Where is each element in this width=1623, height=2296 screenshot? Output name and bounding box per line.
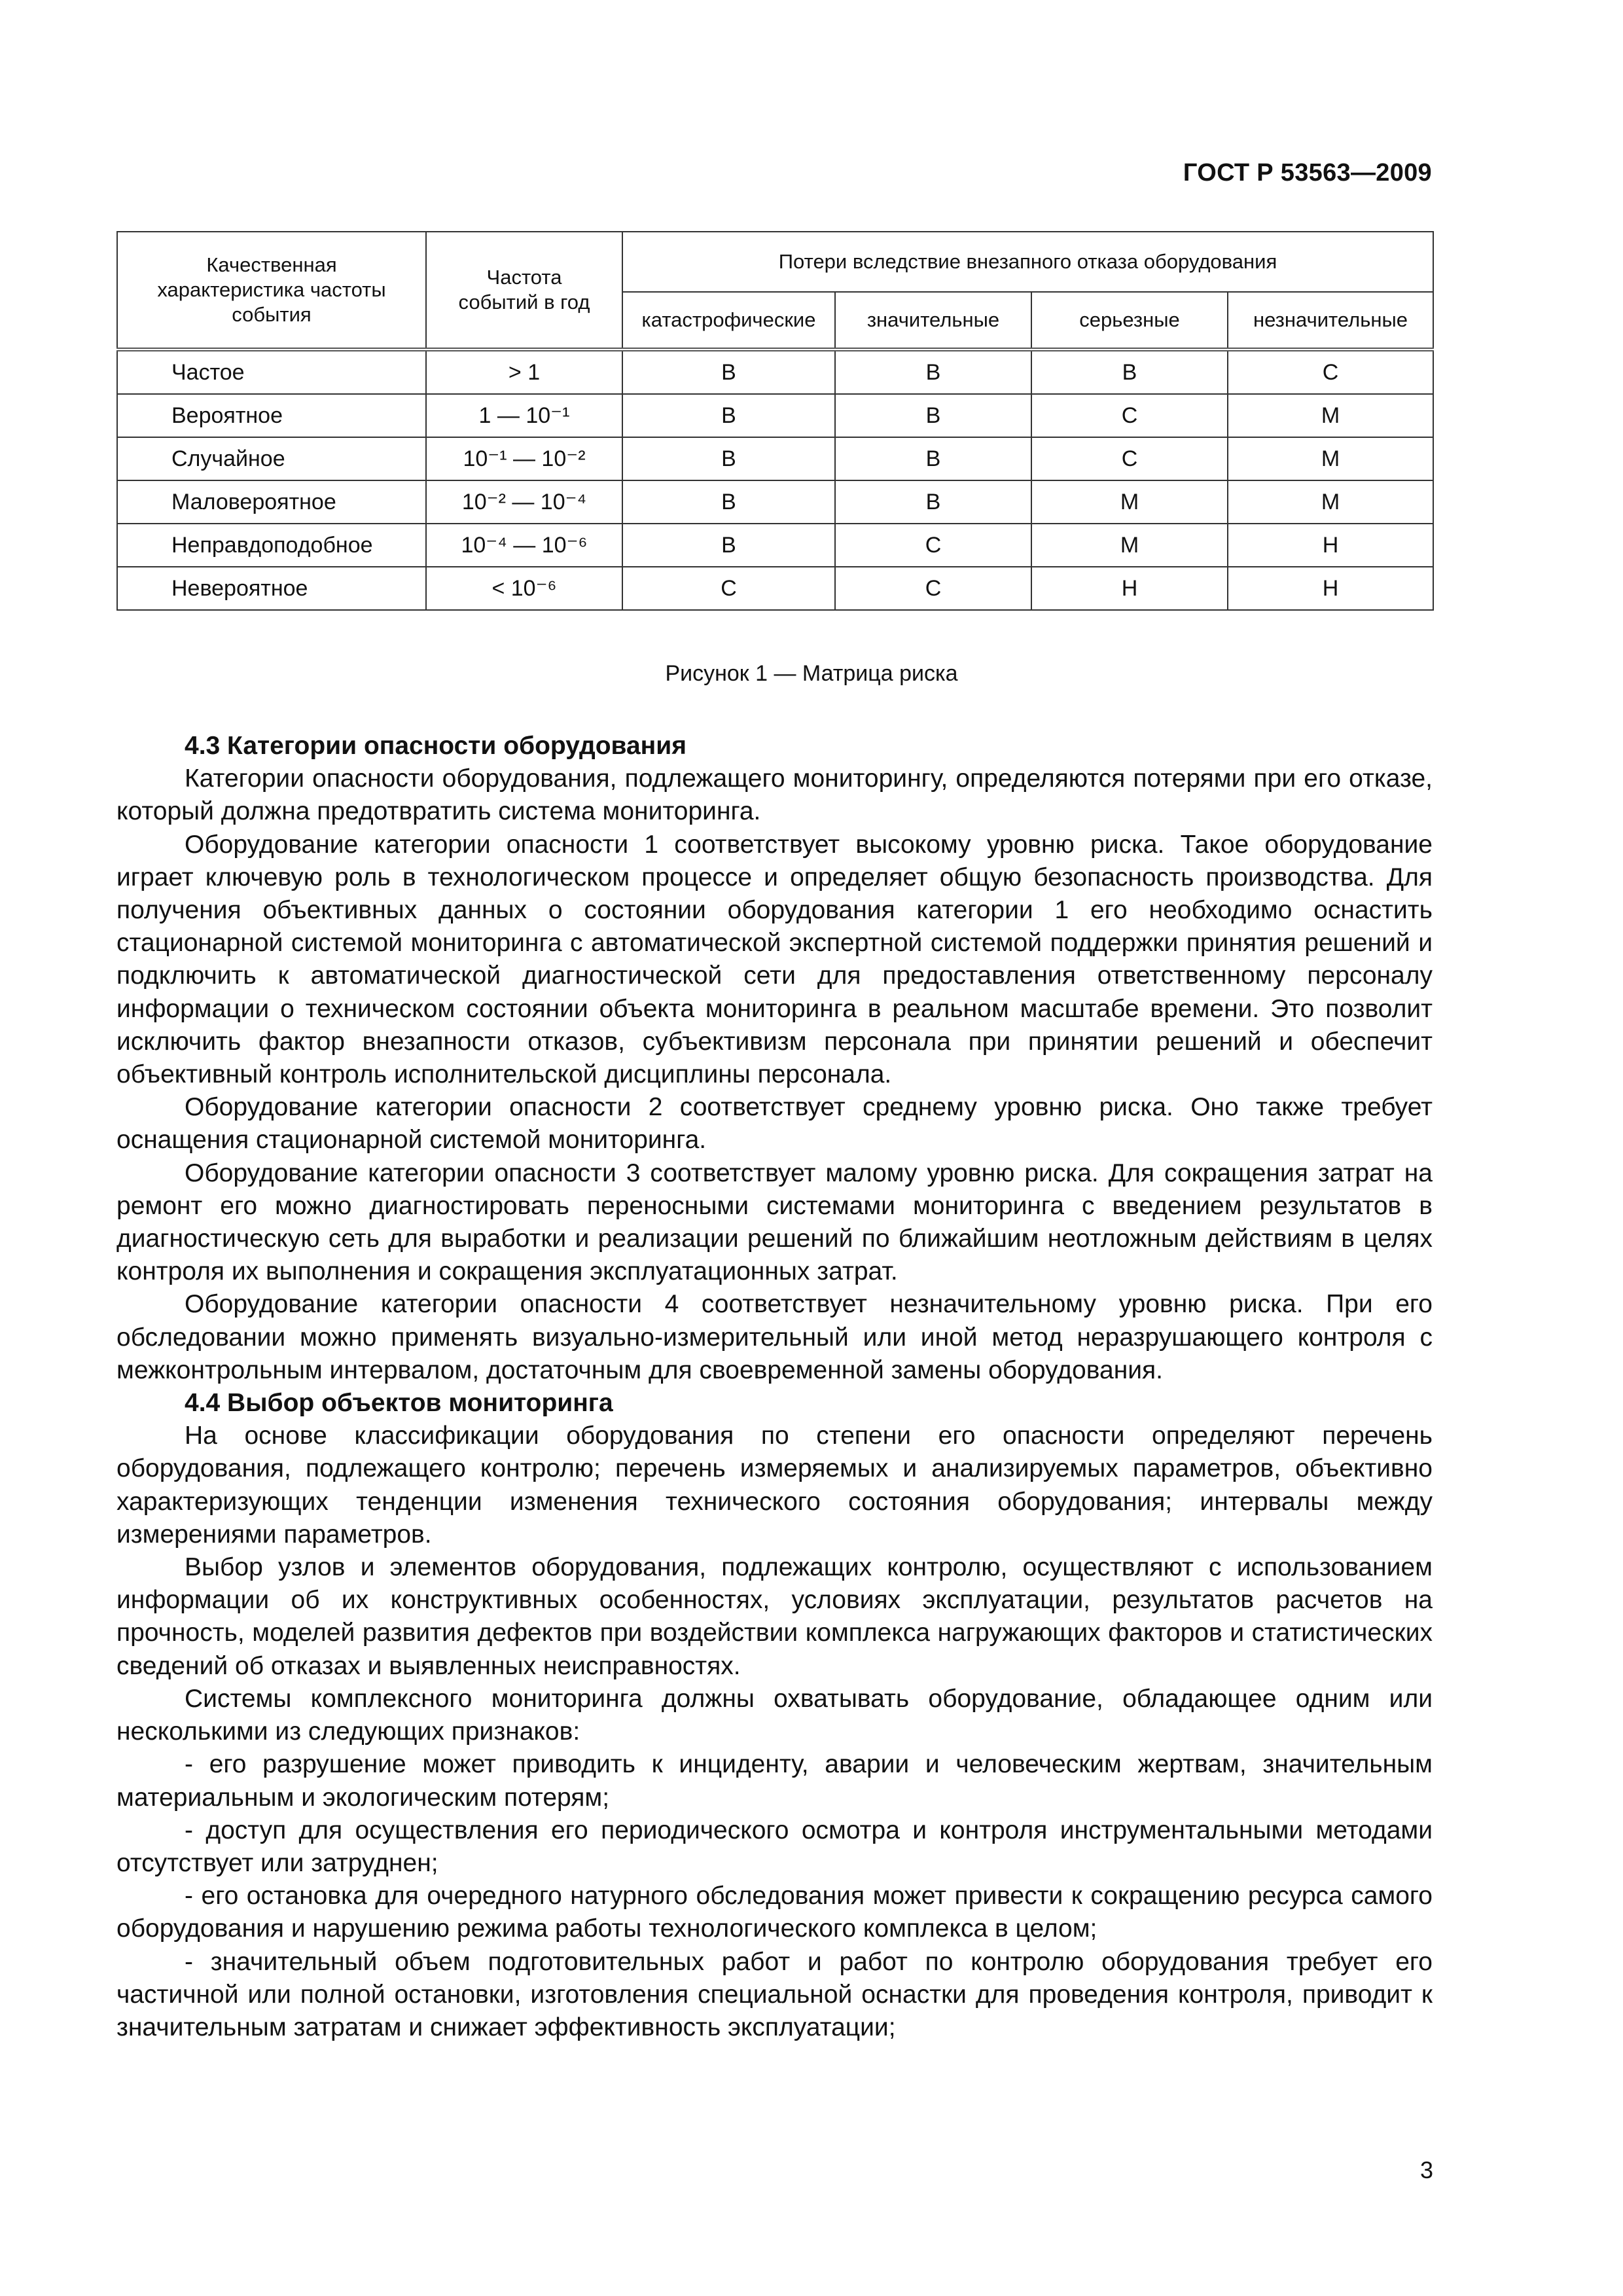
column-header-frequency: Частота событий в год <box>426 232 622 350</box>
table-row <box>117 524 1433 567</box>
row-frequency: 10⁻² — 10⁻⁴ <box>426 480 622 524</box>
paragraph: Оборудование категории опасности 2 соответствует среднему уровню риска. Оно также требует оснащения стационарной системой мониторинга. <box>116 1093 1433 1155</box>
risk-cell: В <box>622 524 835 567</box>
list-item: - доступ для осуществления его периодического осмотра и контроля инструментальными методами отсутствует или затруднен; <box>116 1816 1433 1877</box>
figure-caption: Рисунок 1 — Матрица риска <box>665 661 958 686</box>
column-header-loss: значительные <box>835 292 1031 350</box>
risk-cell: В <box>622 350 835 394</box>
column-header-loss: катастрофические <box>622 292 835 350</box>
risk-cell: М <box>1228 480 1433 524</box>
risk-cell: В <box>622 394 835 437</box>
risk-cell: С <box>835 567 1031 610</box>
row-name: Невероятное <box>117 567 426 610</box>
risk-cell: В <box>622 437 835 480</box>
row-name: Маловероятное <box>117 480 426 524</box>
table-row <box>117 480 1433 524</box>
risk-cell: Н <box>1228 524 1433 567</box>
paragraph: Системы комплексного мониторинга должны охватывать оборудование, обладающее одним или несколькими из следующих признаков: <box>116 1684 1433 1746</box>
risk-cell: Н <box>1031 567 1228 610</box>
row-name: Вероятное <box>117 394 426 437</box>
risk-cell: С <box>835 524 1031 567</box>
risk-cell: В <box>622 480 835 524</box>
risk-cell: М <box>1228 394 1433 437</box>
risk-cell: С <box>1031 394 1228 437</box>
column-header-characteristic: Качественная характеристика частоты события <box>117 232 426 350</box>
risk-cell: В <box>835 350 1031 394</box>
table-row <box>117 394 1433 437</box>
row-name: Неправдоподобное <box>117 524 426 567</box>
paragraph: На основе классификации оборудования по степени его опасности определяют перечень оборудования, подлежащего контролю; перечень измеряемых и анализируемых параметров, объективно характеризующих тенденции изменения технического состояния оборудования; интервалы между измерениями параметров. <box>116 1422 1433 1549</box>
document-body <box>116 730 1433 2044</box>
risk-cell: М <box>1228 437 1433 480</box>
risk-cell: С <box>622 567 835 610</box>
column-group-header-losses: Потери вследствие внезапного отказа оборудования <box>622 232 1433 292</box>
list-item: - его разрушение может приводить к инциденту, аварии и человеческим жертвам, значительным материальным и экологическим потерям; <box>116 1750 1433 1812</box>
risk-cell: В <box>835 437 1031 480</box>
paragraph: Оборудование категории опасности 3 соответствует малому уровню риска. Для сокращения затрат на ремонт его можно диагностировать переносными системами мониторинга с введением результатов в диагностическую сеть для выработки и реализации решений по ближайшим неотложным действиям в целях контроля их выполнения и сокращения эксплуатационных затрат. <box>116 1158 1433 1286</box>
row-name: Случайное <box>117 437 426 480</box>
section-heading-4-4: 4.4 Выбор объектов мониторинга <box>185 1389 613 1418</box>
row-frequency: 1 — 10⁻¹ <box>426 394 622 437</box>
paragraph: Категории опасности оборудования, подлежащего мониторингу, определяются потерями при его отказе, который должна предотвратить система мониторинга. <box>116 764 1433 826</box>
page-number: 3 <box>1419 2157 1433 2183</box>
risk-cell: В <box>1031 350 1228 394</box>
risk-cell: М <box>1031 524 1228 567</box>
risk-cell: Н <box>1228 567 1433 610</box>
table-row <box>117 567 1433 610</box>
row-frequency: < 10⁻⁶ <box>426 567 622 610</box>
risk-cell: С <box>1031 437 1228 480</box>
section-heading-4-3: 4.3 Категории опасности оборудования <box>185 732 687 760</box>
row-frequency: > 1 <box>426 350 622 394</box>
list-item: - его остановка для очередного натурного обследования может привести к сокращению ресурса самого оборудования и нарушению режима работы технологического комплекса в целом; <box>116 1882 1433 1943</box>
risk-cell: В <box>835 394 1031 437</box>
standard-number: ГОСТ Р 53563—2009 <box>1183 159 1432 187</box>
paragraph: Оборудование категории опасности 4 соответствует незначительному уровню риска. При его обследовании можно применять визуально-измерительный или иной метод неразрушающего контроля с межконтрольным интервалом, достаточным для своевременной замены оборудования. <box>116 1290 1433 1384</box>
table-row <box>117 437 1433 480</box>
list-item: - значительный объем подготовительных работ и работ по контролю оборудования требует его частичной или полной остановки, изготовления специальной оснастки для проведения контроля, приводит к значительным затратам и снижает эффективность эксплуатации; <box>116 1947 1433 2041</box>
row-name: Частое <box>117 350 426 394</box>
table-row <box>117 350 1433 394</box>
risk-cell: В <box>835 480 1031 524</box>
paragraph: Оборудование категории опасности 1 соответствует высокому уровню риска. Такое оборудование играет ключевую роль в технологическом процессе и определяет общую безопасность производства. Для получения объективных данных о состоянии оборудования категории 1 его необходимо оснастить стационарной системой мониторинга с автоматической экспертной системой поддержки принятия решений и подключить к автоматической диагностической сети для предоставления ответственному персоналу информации о техническом состоянии объекта мониторинга в реальном масштабе времени. Это позволит исключить фактор внезапности отказов, субъективизм персонала при принятии решений и обеспечит объективный контроль исполнительской дисциплины персонала. <box>116 830 1433 1089</box>
column-header-loss: незначительные <box>1228 292 1433 350</box>
risk-matrix-table <box>116 231 1434 611</box>
risk-cell: М <box>1031 480 1228 524</box>
column-header-loss: серьезные <box>1031 292 1228 350</box>
row-frequency: 10⁻¹ — 10⁻² <box>426 437 622 480</box>
paragraph: Выбор узлов и элементов оборудования, подлежащих контролю, осуществляют с использованием информации об их конструктивных особенностях, условиях эксплуатации, результатов расчетов на прочность, моделей развития дефектов при воздействии комплекса нагружающих факторов и статистических сведений об отказах и выявленных неисправностях. <box>116 1553 1433 1680</box>
row-frequency: 10⁻⁴ — 10⁻⁶ <box>426 524 622 567</box>
risk-cell: С <box>1228 350 1433 394</box>
